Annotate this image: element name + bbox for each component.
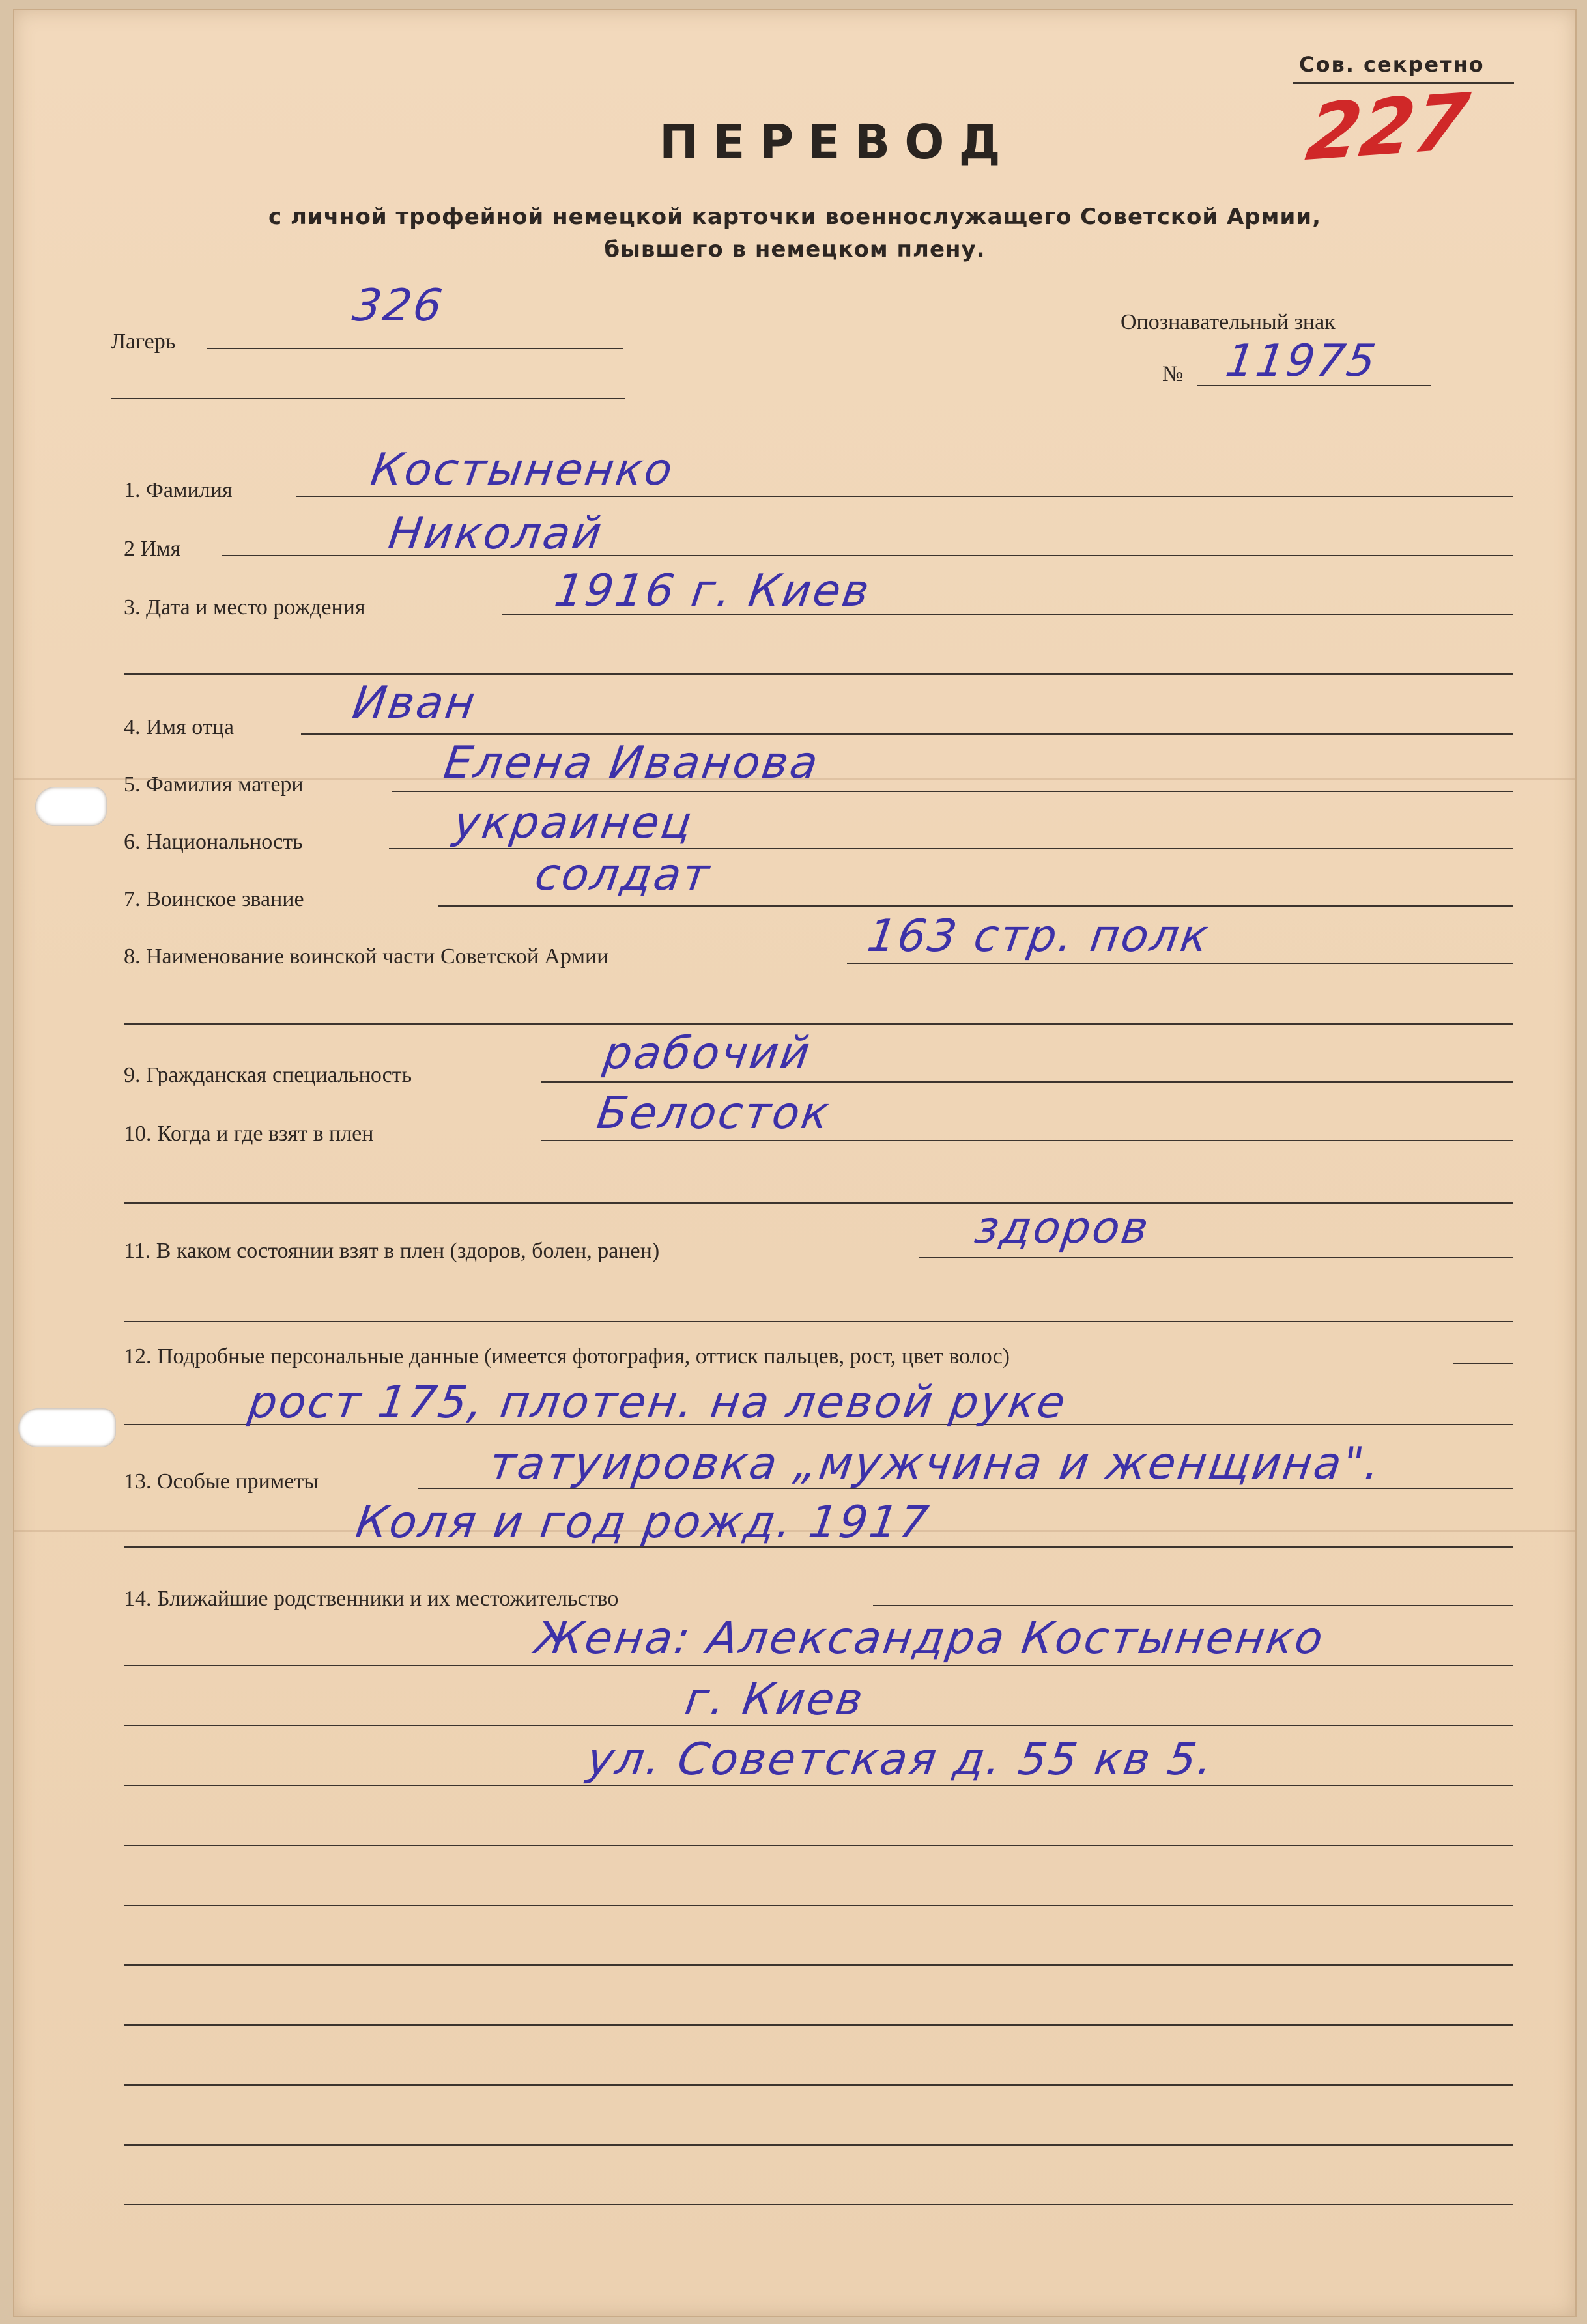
field-label-rank: 7. Воинское звание bbox=[124, 887, 304, 911]
field-value-nationality: украинец bbox=[450, 797, 697, 849]
punch-hole bbox=[35, 787, 107, 826]
page-subtitle bbox=[14, 201, 1575, 266]
field-label-birth: 3. Дата и место рождения bbox=[124, 595, 365, 619]
field-label-name: 2 Имя bbox=[124, 537, 181, 561]
field-rule-unit-2 bbox=[124, 1023, 1513, 1025]
classification-label: Сов. секретно bbox=[1299, 52, 1485, 77]
field-value-name: Николай bbox=[385, 508, 607, 560]
camp-value: 326 bbox=[349, 280, 448, 332]
field-label-surname: 1. Фамилия bbox=[124, 478, 233, 502]
field-value-condition: здоров bbox=[971, 1202, 1154, 1254]
field-value-captured: Белосток bbox=[593, 1088, 834, 1139]
field-rule-personal-data bbox=[1453, 1363, 1513, 1364]
field-rule-father bbox=[301, 733, 1513, 735]
field-rule-profession bbox=[541, 1081, 1513, 1083]
field-label-captured: 10. Когда и где взят в плен bbox=[124, 1122, 374, 1146]
field-value-relatives-line2: г. Киев bbox=[681, 1674, 868, 1725]
field-value-father: Иван bbox=[349, 677, 480, 729]
tag-value: 11975 bbox=[1222, 335, 1380, 387]
field-rule-relatives-8 bbox=[124, 2024, 1513, 2026]
field-value-birth: 1916 г. Киев bbox=[551, 565, 874, 617]
field-rule-unit bbox=[847, 963, 1513, 964]
tag-label: Опознавательный знак bbox=[1121, 310, 1336, 334]
red-ink-number: 227 bbox=[1301, 76, 1474, 178]
camp-label: Лагерь bbox=[111, 330, 176, 354]
field-rule-condition bbox=[919, 1257, 1513, 1258]
field-value-marks-line2: Коля и год рожд. 1917 bbox=[352, 1497, 934, 1548]
field-rule-relatives-9 bbox=[124, 2084, 1513, 2086]
field-rule-relatives-5 bbox=[124, 1845, 1513, 1846]
page-title: ПЕРЕВОД bbox=[659, 115, 1015, 169]
field-label-mother: 5. Фамилия матери bbox=[124, 772, 304, 797]
field-value-relatives-line1: Жена: Александра Костыненко bbox=[532, 1613, 1328, 1664]
field-value-relatives-line3: ул. Советская д. 55 кв 5. bbox=[584, 1734, 1218, 1785]
field-value-surname: Костыненко bbox=[367, 444, 678, 496]
field-label-unit: 8. Наименование воинской части Советской Армии bbox=[124, 944, 609, 969]
field-rule-relatives bbox=[873, 1605, 1513, 1606]
document-sheet bbox=[13, 9, 1577, 2317]
punch-hole bbox=[18, 1408, 116, 1447]
field-value-profession: рабочий bbox=[600, 1028, 815, 1079]
field-rule-captured bbox=[541, 1140, 1513, 1141]
subtitle-line-1: с личной трофейной немецкой карточки военнослужащего Советской Армии, bbox=[268, 204, 1322, 230]
field-rule-relatives-7 bbox=[124, 1964, 1513, 1966]
field-label-relatives: 14. Ближайшие родственники и их местожительство bbox=[124, 1587, 619, 1611]
field-value-mother: Елена Иванова bbox=[440, 737, 823, 789]
tag-number-sign: № bbox=[1162, 362, 1184, 386]
camp-rule-2 bbox=[111, 398, 625, 399]
camp-rule bbox=[207, 348, 623, 349]
field-label-personal-data: 12. Подробные персональные данные (имеется фотография, оттиск пальцев, рост, цвет волос) bbox=[124, 1344, 1010, 1368]
field-value-personal-data: рост 175, плотен. на левой руке bbox=[245, 1377, 1070, 1428]
field-rule-relatives-10 bbox=[124, 2144, 1513, 2146]
field-label-condition: 11. В каком состоянии взят в плен (здоров, болен, ранен) bbox=[124, 1239, 660, 1263]
field-label-profession: 9. Гражданская специальность bbox=[124, 1063, 412, 1087]
field-rule-birth-2 bbox=[124, 673, 1513, 675]
field-label-nationality: 6. Национальность bbox=[124, 830, 303, 854]
field-label-father: 4. Имя отца bbox=[124, 715, 234, 739]
field-value-rank: солдат bbox=[532, 849, 715, 901]
field-rule-relatives-11 bbox=[124, 2204, 1513, 2205]
field-rule-relatives-2 bbox=[124, 1665, 1513, 1666]
field-rule-surname bbox=[296, 496, 1513, 497]
field-rule-relatives-6 bbox=[124, 1905, 1513, 1906]
field-value-marks-line1: татуировка „мужчина и женщина". bbox=[486, 1438, 1385, 1490]
field-label-marks: 13. Особые приметы bbox=[124, 1469, 319, 1494]
field-value-unit: 163 стр. полк bbox=[864, 911, 1214, 962]
field-rule-condition-2 bbox=[124, 1321, 1513, 1322]
field-rule-rank bbox=[438, 905, 1513, 907]
field-rule-captured-2 bbox=[124, 1202, 1513, 1204]
field-rule-mother bbox=[392, 791, 1513, 792]
subtitle-line-2: бывшего в немецком плену. bbox=[604, 236, 986, 262]
